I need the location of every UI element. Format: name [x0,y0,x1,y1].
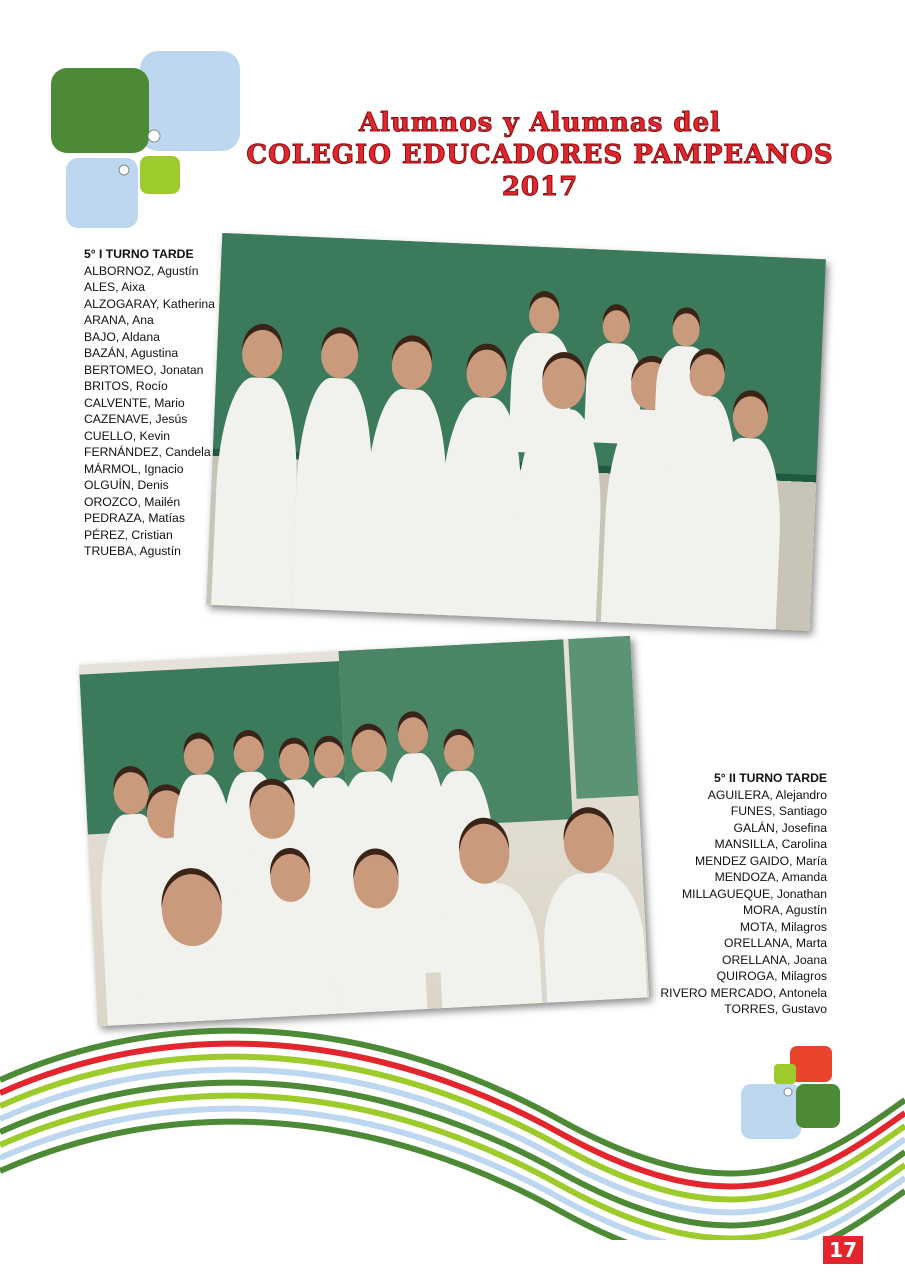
student-name: ALZOGARAY, Katherina [84,296,215,311]
student-name: MÁRMOL, Ignacio [84,461,184,476]
student-name: FUNES, Santiago [730,804,827,818]
title-line-2: COLEGIO EDUCADORES PAMPEANOS [246,140,834,170]
title-line-1: Alumnos y Alumnas del [358,108,722,138]
student-name: BAZÁN, Agustina [84,346,179,360]
logo-squares-top [48,48,248,233]
group2-photo [79,636,649,1026]
group2-heading: 5° II TURNO TARDE [714,771,827,785]
student-name: ORELLANA, Marta [724,936,827,950]
student-name: ALES, Aixa [84,280,145,294]
student-name: TRUEBA, Agustín [84,544,181,558]
student-name: QUIROGA, Milagros [716,969,827,983]
group1-list [84,246,215,560]
student-name: MORA, Agustín [743,903,827,917]
student-name: FERNÁNDEZ, Candela [84,445,211,459]
student-name: GALÁN, Josefina [733,820,827,835]
student-name: BRITOS, Rocío [84,379,168,393]
group2-list [660,770,827,1018]
student-name: ARANA, Ana [84,313,154,327]
student-name: ALBORNOZ, Agustín [84,263,199,278]
student-name: CALVENTE, Mario [84,395,185,410]
logo-squares-bottom [738,1044,848,1144]
group1-photo [206,233,826,631]
student-name: MANSILLA, Carolina [714,837,827,851]
page-number: 17 [823,1236,863,1264]
title-line-3: 2017 [501,172,579,202]
student-name: PEDRAZA, Matías [84,511,185,525]
student-name: OROZCO, Mailén [84,494,181,509]
student-name: BERTOMEO, Jonatan [84,362,204,377]
student-name: MENDEZ GAIDO, María [694,853,827,868]
group1-heading: 5° I TURNO TARDE [84,247,194,261]
person-figure [541,871,650,1027]
student-name: MENDOZA, Amanda [714,870,827,884]
student-name: ORELLANA, Joana [721,952,827,967]
student-name: BAJO, Aldana [84,329,160,344]
student-name: OLGUÍN, Denis [84,478,169,492]
student-name: PÉREZ, Cristian [84,527,173,542]
student-name: CUELLO, Kevin [84,428,171,443]
person-head [562,812,615,875]
person-figure [436,881,545,1026]
student-name: MILLAGUEQUE, Jonathan [682,886,827,901]
student-name: RIVERO MERCADO, Antonela [660,985,827,1000]
student-name: AGUILERA, Alejandro [707,787,827,802]
student-name: MOTA, Milagros [739,919,827,934]
student-name: CAZENAVE, Jesús [84,412,188,426]
student-name: TORRES, Gustavo [724,1002,827,1016]
